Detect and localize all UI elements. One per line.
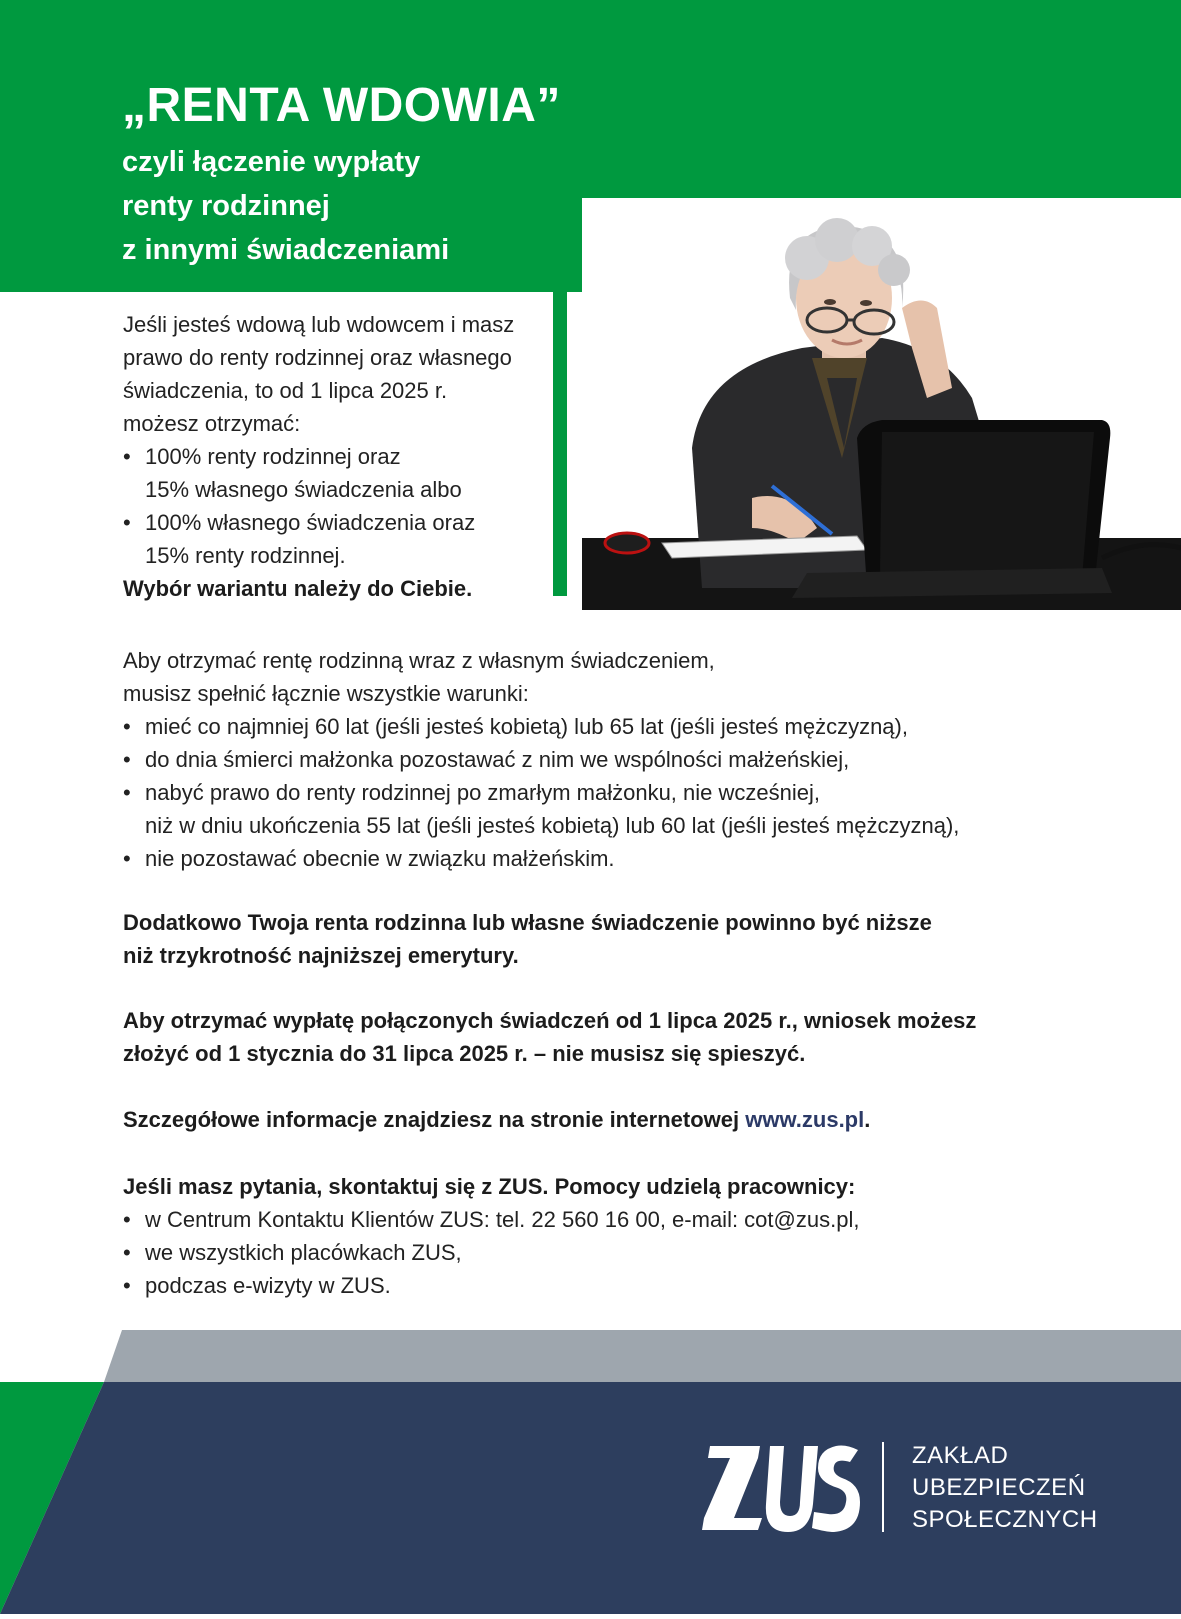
info-line	[123, 1103, 870, 1136]
condition-item	[123, 842, 959, 875]
intro-line: świadczenia, to od 1 lipca 2025 r.	[123, 378, 448, 403]
conditions-section	[123, 644, 959, 875]
condition-line: niż w dniu ukończenia 55 lat (jeśli jesteś kobietą) lub 60 lat (jeśli jesteś mężczyzną),	[145, 813, 960, 838]
page-subtitle	[122, 140, 561, 272]
subtitle-line: z innymi świadczeniami	[122, 234, 450, 266]
subtitle-line: renty rodzinnej	[122, 190, 330, 222]
info-end: .	[864, 1107, 871, 1132]
contact-line: • we wszystkich placówkach ZUS,	[145, 1240, 462, 1265]
header-title-block	[122, 78, 561, 272]
additional-section	[123, 906, 932, 972]
contact-line: • podczas e-wizyty w ZUS.	[145, 1273, 391, 1298]
application-section	[123, 1004, 976, 1070]
logo-divider	[882, 1442, 884, 1532]
zus-website-link[interactable]: www.zus.pl	[745, 1107, 865, 1132]
contact-section	[123, 1170, 859, 1302]
subtitle-line: czyli łączenie wypłaty	[122, 146, 421, 178]
condition-line: • mieć co najmniej 60 lat (jeśli jesteś kobietą) lub 65 lat (jeśli jesteś mężczyzną),	[145, 714, 908, 739]
condition-line: • do dnia śmierci małżonka pozostawać z nim we wspólności małżeńskiej,	[145, 747, 850, 772]
intro-section	[123, 308, 514, 605]
option-line: • 100% renty rodzinnej oraz	[145, 444, 401, 469]
condition-item	[123, 743, 959, 776]
option-line: • 100% własnego świadczenia oraz	[145, 510, 476, 535]
additional-line: Dodatkowo Twoja renta rodzinna lub własne świadczenie powinno być niższe	[123, 910, 932, 935]
contact-heading: Jeśli masz pytania, skontaktuj się z ZUS. Pomocy udzielą pracownicy:	[123, 1174, 856, 1199]
conditions-line: Aby otrzymać rentę rodzinną wraz z własnym świadczeniem,	[123, 648, 715, 673]
conditions-line: musisz spełnić łącznie wszystkie warunki:	[123, 681, 529, 706]
page-title: „RENTA WDOWIA”	[122, 79, 561, 132]
org-name-line: SPOŁECZNYCH	[912, 1506, 1098, 1533]
application-line: Aby otrzymać wypłatę połączonych świadczeń od 1 lipca 2025 r., wniosek możesz	[123, 1008, 977, 1033]
intro-line: prawo do renty rodzinnej oraz własnego	[123, 345, 512, 370]
option-item	[123, 440, 514, 506]
condition-item	[123, 776, 959, 842]
zus-logo-mark	[700, 1440, 860, 1536]
senior-woman-laptop-photo	[582, 198, 1181, 610]
zus-organization-name	[912, 1440, 1098, 1536]
contact-line: • w Centrum Kontaktu Klientów ZUS: tel. 22 560 16 00, e-mail: cot@zus.pl,	[145, 1207, 860, 1232]
application-line: złożyć od 1 stycznia do 31 lipca 2025 r. – nie musisz się spieszyć.	[123, 1041, 806, 1066]
org-name-line: UBEZPIECZEŃ	[912, 1474, 1086, 1501]
condition-line: • nabyć prawo do renty rodzinnej po zmarłym małżonku, nie wcześniej,	[145, 780, 820, 805]
option-item	[123, 506, 514, 572]
choice-note: Wybór wariantu należy do Ciebie.	[123, 576, 473, 601]
condition-line: • nie pozostawać obecnie w związku małżeńskim.	[145, 846, 615, 871]
additional-line: niż trzykrotność najniższej emerytury.	[123, 943, 519, 968]
condition-item	[123, 710, 959, 743]
option-line: 15% renty rodzinnej.	[145, 543, 346, 568]
contact-item	[123, 1236, 859, 1269]
info-section	[123, 1103, 870, 1136]
intro-line: możesz otrzymać:	[123, 411, 301, 436]
info-text: Szczegółowe informacje znajdziesz na stronie internetowej	[123, 1107, 746, 1132]
contact-item	[123, 1269, 859, 1302]
intro-line: Jeśli jesteś wdową lub wdowcem i masz	[123, 312, 515, 337]
contact-item	[123, 1203, 859, 1236]
zus-logo	[700, 1440, 860, 1541]
org-name-line: ZAKŁAD	[912, 1442, 1009, 1469]
option-line: 15% własnego świadczenia albo	[145, 477, 462, 502]
